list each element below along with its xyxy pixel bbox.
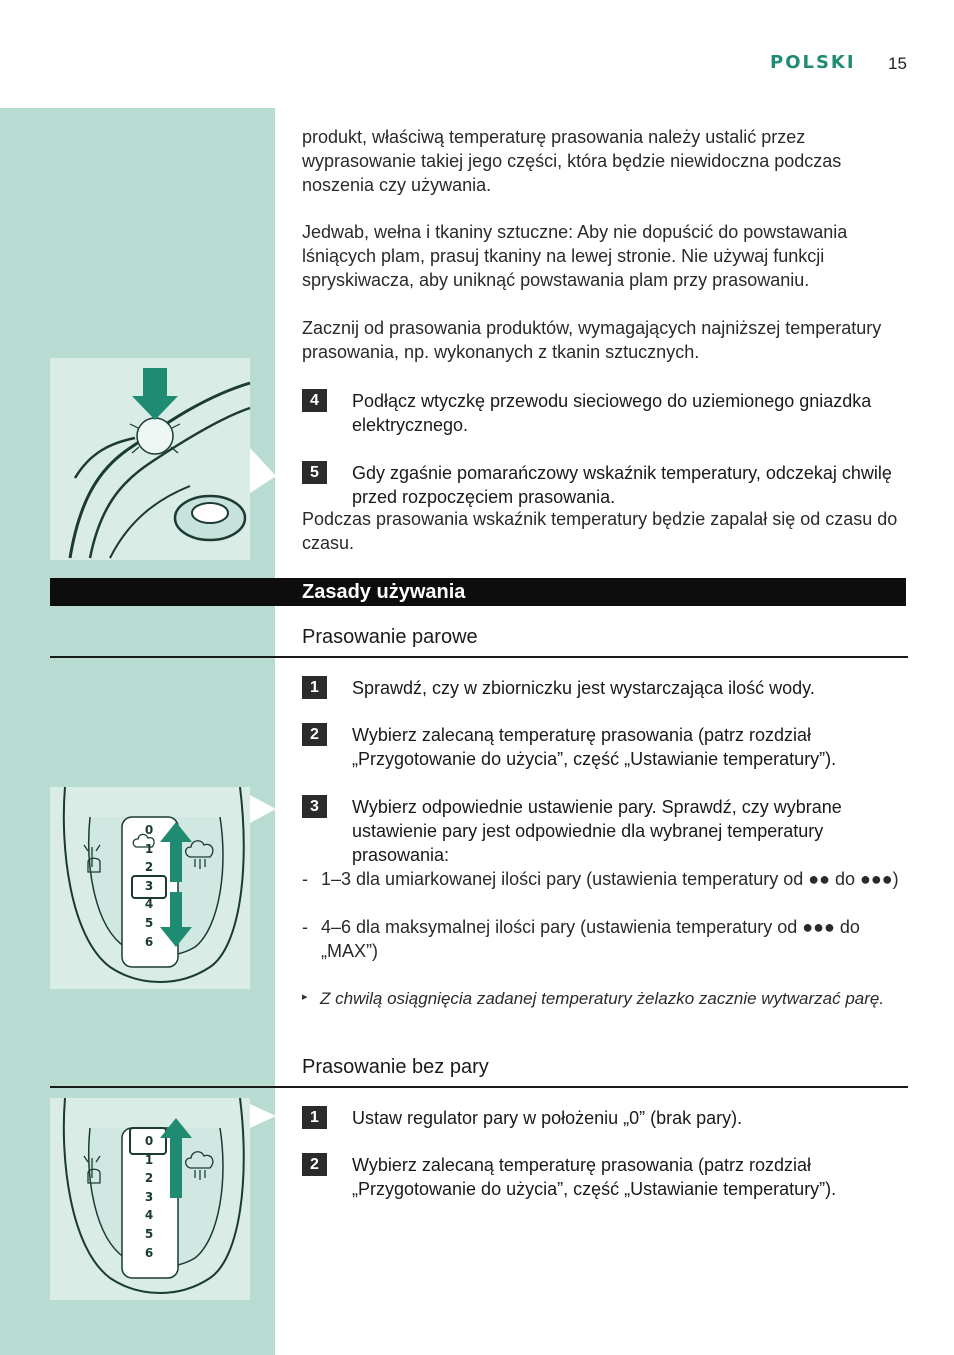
result-marker-icon: ▸	[302, 991, 308, 1003]
step-text: Wybierz odpowiednie ustawienie pary. Sprawdź, czy wybrane ustawienie pary jest odpowiednie dla wybranej temperatury prasowania:	[352, 797, 842, 865]
section-title-bar	[50, 578, 906, 606]
steam-ironing-heading: Prasowanie parowe	[302, 626, 478, 648]
dial-number-6: 6	[144, 935, 154, 949]
step-text: Sprawdź, czy w zbiorniczku jest wystarczająca ilość wody.	[352, 678, 815, 698]
dial-number-3: 3	[144, 879, 154, 893]
dial-number-4: 4	[144, 1208, 154, 1222]
step-number: 1	[302, 676, 327, 699]
bullet-dash: -	[302, 917, 308, 937]
steam-result-note: Z chwilą osiągnięcia zadanej temperatury żelazko zacznie wytwarzać parę.	[320, 989, 885, 1008]
divider	[50, 1086, 908, 1088]
dial-number-4: 4	[144, 897, 154, 911]
step-text: Wybierz zalecaną temperaturę prasowania (patrz rozdział „Przygotowanie do użycia”, część „Ustawianie temperatury”).	[352, 725, 837, 769]
step-number: 1	[302, 1106, 327, 1129]
intro-paragraph-2: Jedwab, wełna i tkaniny sztuczne: Aby nie dopuścić do powstawania lśniących plam, prasuj tkaniny na lewej stronie. Nie używaj funkcji spryskiwacza, aby uniknąć powstawania plam przy prasowaniu.	[302, 222, 848, 290]
step-text: Wybierz zalecaną temperaturę prasowania (patrz rozdział „Przygotowanie do użycia”, część „Ustawianie temperatury”).	[352, 1155, 837, 1199]
bullet-text: 4–6 dla maksymalnej ilości pary (ustawienia temperatury od ●●● do „MAX”)	[321, 917, 860, 961]
dry-ironing-heading: Prasowanie bez pary	[302, 1056, 489, 1078]
dial-number-5: 5	[144, 1227, 154, 1241]
dial-number-6: 6	[144, 1246, 154, 1260]
bullet-text: 1–3 dla umiarkowanej ilości pary (ustawienia temperatury od ●● do ●●●)	[321, 869, 899, 889]
dial-number-5: 5	[144, 916, 154, 930]
dial-number-2: 2	[144, 860, 154, 874]
divider	[50, 656, 908, 658]
step-text: Podłącz wtyczkę przewodu sieciowego do uziemionego gniazdka elektrycznego.	[352, 391, 872, 435]
dial-number-1: 1	[144, 1153, 154, 1167]
dial-number-2: 2	[144, 1171, 154, 1185]
prep-note: Podczas prasowania wskaźnik temperatury będzie zapalał się od czasu do czasu.	[302, 509, 898, 553]
steam-dial-illustration	[50, 787, 276, 994]
step-number: 2	[302, 1153, 327, 1176]
step-number: 3	[302, 795, 327, 818]
intro-paragraph-3: Zacznij od prasowania produktów, wymagających najniższej temperatury prasowania, np. wykonanych z tkanin sztucznych.	[302, 318, 882, 362]
dry-dial-illustration	[50, 1098, 276, 1305]
language-label: POLSKI	[770, 52, 856, 73]
page-number: 15	[888, 54, 907, 73]
dial-number-1: 1	[144, 842, 154, 856]
intro-paragraph-1: produkt, właściwą temperaturę prasowania należy ustalić przez wyprasowanie takiej jego części, która będzie niewidoczna podczas noszenia czy używania.	[302, 127, 842, 195]
step-text: Ustaw regulator pary w położeniu „0” (brak pary).	[352, 1108, 743, 1128]
iron-plug-illustration	[50, 358, 276, 565]
dial-number-0: 0	[144, 1134, 154, 1148]
dial-number-0: 0	[144, 823, 154, 837]
step-number: 5	[302, 461, 327, 484]
step-text: Gdy zgaśnie pomarańczowy wskaźnik temperatury, odczekaj chwilę przed rozpoczęciem prasowania.	[352, 463, 892, 507]
bullet-dash: -	[302, 869, 308, 889]
section-title: Zasady używania	[302, 581, 466, 603]
step-number: 4	[302, 389, 327, 412]
step-number: 2	[302, 723, 327, 746]
dial-number-3: 3	[144, 1190, 154, 1204]
